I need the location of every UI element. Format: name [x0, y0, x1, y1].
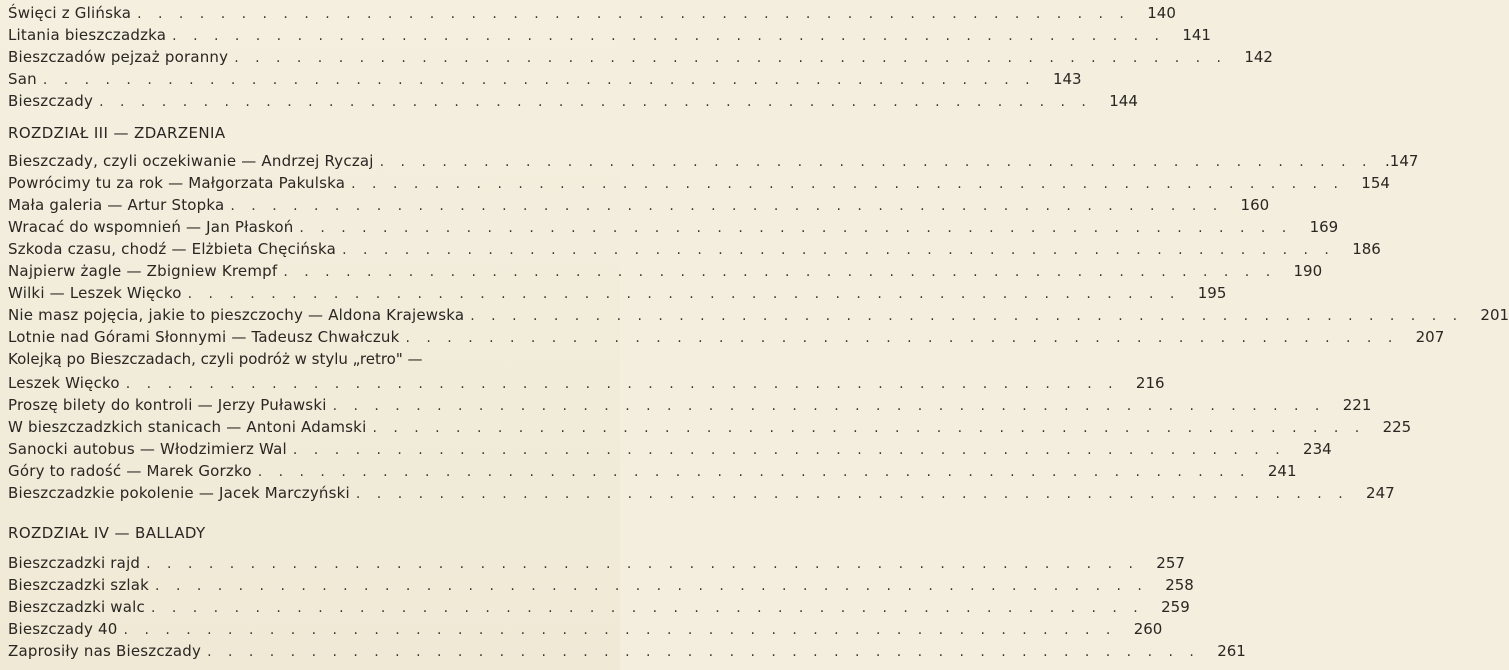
leader-dots: . . . . . . . . . . . . . . . . . . . . . . . . . . . . . . . . . . . . . . . . . . . . . . . .	[42, 72, 1036, 88]
entry-page: 221	[1342, 396, 1372, 414]
entry-title: Proszę bilety do kontroli — Jerzy Puławski	[8, 396, 327, 414]
entry-page: 258	[1165, 576, 1194, 594]
leader-dots: . . . . . . . . . . . . . . . . . . . . . . . . . . . . . . . . . . . . . . . . . . . . . . . .	[123, 622, 1117, 638]
entry-title: San	[8, 70, 37, 88]
entry-page: 257	[1156, 554, 1185, 572]
entry-page: 261	[1217, 642, 1246, 660]
toc-entry	[8, 26, 1211, 46]
entry-title: Góry to radość — Marek Gorzko	[8, 462, 252, 480]
toc-entry	[8, 396, 1372, 416]
entry-page: 143	[1052, 70, 1082, 88]
toc-entry	[8, 306, 1509, 326]
entry-page: 141	[1182, 26, 1211, 44]
entry-title: Leszek Więcko	[8, 374, 120, 392]
chapter-heading: ROZDZIAŁ IV — BALLADY	[8, 524, 206, 542]
entry-title: Bieszczadzki rajd	[8, 554, 141, 572]
entry-page: 259	[1161, 598, 1190, 616]
leader-dots: . . . . . . . . . . . . . . . . . . . . . . . . . . . . . . . . . . . . . . . . . . . . . . . .	[155, 578, 1148, 594]
leader-dots: . . . . . . . . . . . . . . . . . . . . . . . . . . . . . . . . . . . . . . . . . . . . . . . .	[283, 264, 1277, 280]
entry-page: 247	[1366, 484, 1395, 502]
toc-entry	[8, 598, 1190, 618]
entry-page: 241	[1267, 462, 1297, 480]
leader-dots: . . . . . . . . . . . . . . . . . . . . . . . . . . . . . . . . . . . . . . . . . . . . . . . .	[379, 154, 1373, 170]
entry-page: 140	[1147, 4, 1176, 22]
entry-title: Lotnie nad Górami Słonnymi — Tadeusz Chwałczuk	[8, 328, 400, 346]
leader-dots: . . . . . . . . . . . . . . . . . . . . . . . . . . . . . . . . . . . . . . . . . . . . . . . .	[230, 198, 1224, 214]
entry-title: W bieszczadzkich stanicach — Antoni Adamski	[8, 418, 367, 436]
toc-entry	[8, 642, 1246, 662]
entry-title: Najpierw żagle — Zbigniew Krempf	[8, 262, 278, 280]
leader-dots: . . . . . . . . . . . . . . . . . . . . . . . . . . . . . . . . . . . . . . . . . . . . . . . .	[125, 376, 1119, 392]
leader-dots: . . . . . . . . . . . . . . . . . . . . . . . . . . . . . . . . . . . . . . . . . . . . . . . .	[257, 464, 1251, 480]
toc-entry	[8, 240, 1381, 260]
entry-title: Bieszczady	[8, 92, 94, 110]
entry-title: Mała galeria — Artur Stopka	[8, 196, 225, 214]
entry-title: Nie masz pojęcia, jakie to pieszczochy — Aldona Krajewska	[8, 306, 465, 324]
toc-entry	[8, 4, 1176, 24]
entry-page: 225	[1382, 418, 1412, 436]
entry-title: Bieszczadzkie pokolenie — Jacek Marczyński	[8, 484, 350, 502]
entry-page: 260	[1133, 620, 1163, 638]
entry-title: Bieszczady 40	[8, 620, 118, 638]
entry-page: 234	[1303, 440, 1332, 458]
leader-dots: . . . . . . . . . . . . . . . . . . . . . . . . . . . . . . . . . . . . . . . . . . . . . . . .	[470, 308, 1464, 324]
leader-dots: . . . . . . . . . . . . . . . . . . . . . . . . . . . . . . . . . . . . . . . . . . . . . . . .	[351, 176, 1344, 192]
entry-title: Bieszczadzki walc	[8, 598, 145, 616]
toc-entry	[8, 576, 1194, 596]
entry-title: Sanocki autobus — Włodzimierz Wal	[8, 440, 287, 458]
entry-page: 216	[1135, 374, 1165, 392]
entry-title: Szkoda czasu, chodź — Elżbieta Chęcińska	[8, 240, 337, 258]
entry-title: Zaprosiły nas Bieszczady	[8, 642, 202, 660]
toc-entry	[8, 92, 1138, 112]
leader-dots: . . . . . . . . . . . . . . . . . . . . . . . . . . . . . . . . . . . . . . . . . . . . . . . .	[299, 220, 1293, 236]
toc-entry	[8, 462, 1297, 482]
entry-title: Bieszczadzki szlak	[8, 576, 150, 594]
toc-entry	[8, 262, 1323, 282]
entry-page: 201	[1480, 306, 1509, 324]
entry-page: 186	[1352, 240, 1381, 258]
leader-dots: . . . . . . . . . . . . . . . . . . . . . . . . . . . . . . . . . . . . . . . . . . . . . . . .	[172, 28, 1165, 44]
entry-page: .147	[1385, 152, 1419, 170]
toc-entry-wrapped-title: Kolejką po Bieszczadach, czyli podróż w stylu „retro" —	[8, 350, 423, 368]
leader-dots: . . . . . . . . . . . . . . . . . . . . . . . . . . . . . . . . . . . . . . . . . . . . . . . .	[150, 600, 1144, 616]
toc-entry	[8, 152, 1419, 172]
leader-dots: . . . . . . . . . . . . . . . . . . . . . . . . . . . . . . . . . . . . . . . . . . . . . . . .	[99, 94, 1092, 110]
toc-entry	[8, 554, 1185, 574]
toc-entry	[8, 620, 1163, 640]
leader-dots: . . . . . . . . . . . . . . . . . . . . . . . . . . . . . . . . . . . . . . . . . . . . . . . .	[187, 286, 1181, 302]
entry-title: Powrócimy tu za rok — Małgorzata Pakulska	[8, 174, 346, 192]
toc-entry	[8, 48, 1273, 68]
leader-dots: . . . . . . . . . . . . . . . . . . . . . . . . . . . . . . . . . . . . . . . . . . . . . . . .	[372, 420, 1366, 436]
toc-entry	[8, 196, 1270, 216]
entry-title: Bieszczady, czyli oczekiwanie — Andrzej Ryczaj	[8, 152, 374, 170]
leader-dots: . . . . . . . . . . . . . . . . . . . . . . . . . . . . . . . . . . . . . . . . . . . . . . . .	[137, 6, 1130, 22]
toc-entry	[8, 374, 1165, 394]
entry-page: 169	[1309, 218, 1339, 236]
toc-entry	[8, 418, 1412, 438]
toc-entry	[8, 174, 1390, 194]
toc-entry	[8, 440, 1332, 460]
entry-page: 207	[1415, 328, 1445, 346]
entry-title: Wracać do wspomnień — Jan Płaskoń	[8, 218, 294, 236]
chapter-heading: ROZDZIAŁ III — ZDARZENIA	[8, 124, 226, 142]
entry-title: Litania bieszczadzka	[8, 26, 167, 44]
entry-page: 142	[1244, 48, 1273, 66]
entry-page: 144	[1109, 92, 1138, 110]
entry-page: 160	[1240, 196, 1270, 214]
leader-dots: . . . . . . . . . . . . . . . . . . . . . . . . . . . . . . . . . . . . . . . . . . . . . . . .	[332, 398, 1326, 414]
entry-title: Święci z Glińska	[8, 4, 132, 22]
leader-dots: . . . . . . . . . . . . . . . . . . . . . . . . . . . . . . . . . . . . . . . . . . . . . . . .	[207, 644, 1200, 660]
toc-entry	[8, 70, 1082, 90]
leader-dots: . . . . . . . . . . . . . . . . . . . . . . . . . . . . . . . . . . . . . . . . . . . . . . . .	[146, 556, 1139, 572]
leader-dots: . . . . . . . . . . . . . . . . . . . . . . . . . . . . . . . . . . . . . . . . . . . . . . . .	[292, 442, 1286, 458]
entry-page: 195	[1197, 284, 1227, 302]
toc-entry	[8, 328, 1445, 348]
toc-entry	[8, 284, 1227, 304]
toc-entry	[8, 484, 1395, 504]
leader-dots: . . . . . . . . . . . . . . . . . . . . . . . . . . . . . . . . . . . . . . . . . . . . . . . .	[405, 330, 1399, 346]
entry-title: Bieszczadów pejzaż poranny	[8, 48, 229, 66]
leader-dots: . . . . . . . . . . . . . . . . . . . . . . . . . . . . . . . . . . . . . . . . . . . . . . . .	[342, 242, 1335, 258]
leader-dots: . . . . . . . . . . . . . . . . . . . . . . . . . . . . . . . . . . . . . . . . . . . . . . . .	[355, 486, 1349, 502]
leader-dots: . . . . . . . . . . . . . . . . . . . . . . . . . . . . . . . . . . . . . . . . . . . . . . . .	[234, 50, 1227, 66]
entry-title: Wilki — Leszek Więcko	[8, 284, 182, 302]
entry-page: 190	[1293, 262, 1323, 280]
toc-entry	[8, 218, 1339, 238]
entry-page: 154	[1361, 174, 1390, 192]
